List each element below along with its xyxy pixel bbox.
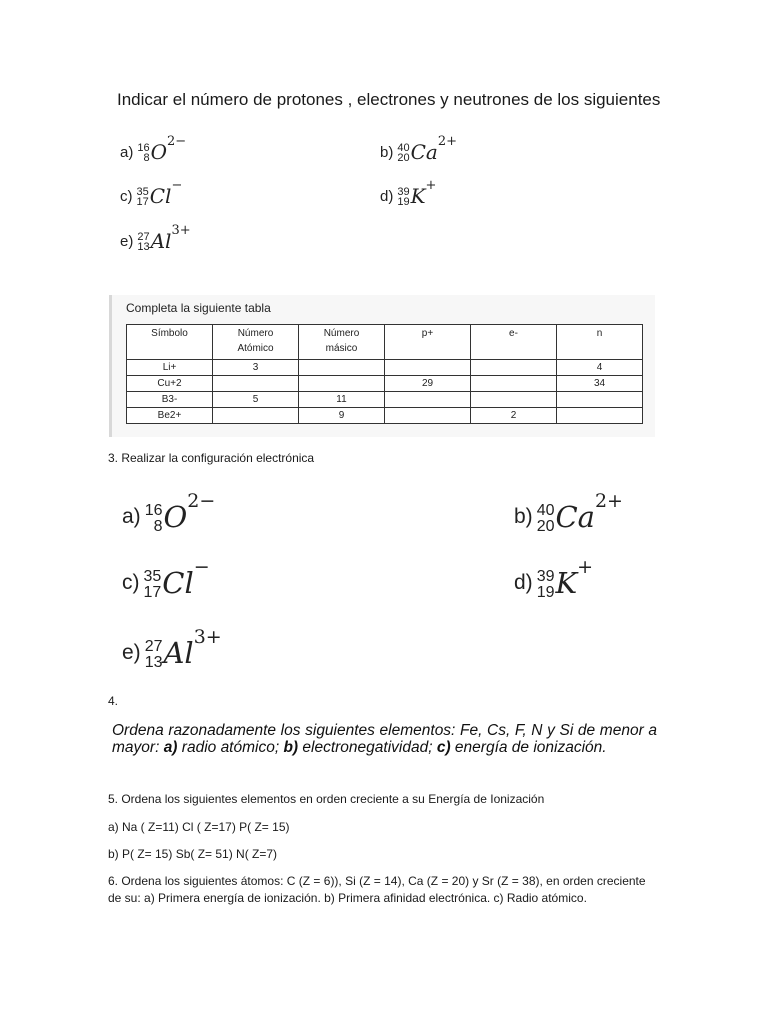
table-cell: 11 [299, 392, 385, 408]
header-cell: e- [471, 325, 557, 360]
question-5-a: a) Na ( Z=11) Cl ( Z=17) P( Z= 15) [108, 820, 290, 834]
ion-charge: 2+ [437, 134, 457, 149]
element-symbol: Cl [149, 184, 172, 208]
table-cell: 9 [299, 408, 385, 424]
mass-number: 27 [144, 638, 163, 656]
ion-charge: + [425, 178, 437, 193]
atomic-number: 17 [143, 583, 162, 601]
header-cell: Número Atómico [213, 325, 299, 360]
table-cell [471, 376, 557, 392]
element-symbol: Ca [410, 140, 438, 164]
table-cell: Li+ [127, 360, 213, 376]
ion-charge: 2− [187, 490, 216, 512]
table-cell [471, 360, 557, 376]
q1-nuclide-b [380, 134, 457, 164]
ion-charge: 2− [167, 134, 187, 149]
table-cell [385, 392, 471, 408]
element-symbol: Cl [162, 566, 194, 600]
question-3-title: 3. Realizar la configuración electrónica [108, 451, 315, 465]
mass-number: 40 [397, 141, 410, 154]
q3-nuclide-a [122, 490, 216, 535]
atomic-number: 8 [153, 517, 163, 535]
table-cell: 4 [557, 360, 643, 376]
table-cell: 3 [213, 360, 299, 376]
table-row [127, 360, 643, 376]
question-4-text: Ordena razonadamente los siguientes elementos: Fe, Cs, F, N y Si de menor a mayor: a) radio atómico; b) electronegatividad; c) energía de ionización. [112, 722, 657, 756]
q3-label-c: c) [122, 571, 140, 594]
header-cell: Símbolo [127, 325, 213, 360]
element-symbol: K [555, 566, 578, 600]
table-cell: 2 [471, 408, 557, 424]
table-cell: Be2+ [127, 408, 213, 424]
ion-charge: + [577, 556, 594, 578]
mass-number: 35 [143, 568, 162, 586]
table-cell: B3- [127, 392, 213, 408]
q3-label-e: e) [122, 641, 141, 664]
ion-charge: 3+ [193, 626, 222, 648]
element-symbol: Al [163, 636, 194, 670]
table-cell [385, 408, 471, 424]
header-cell: n [557, 325, 643, 360]
question-5-b: b) P( Z= 15) Sb( Z= 51) N( Z=7) [108, 847, 278, 861]
table-cell: 34 [557, 376, 643, 392]
ion-charge: − [193, 556, 210, 578]
mass-number: 39 [536, 568, 555, 586]
atomic-number: 13 [144, 653, 163, 671]
mass-number: 35 [136, 185, 149, 198]
ion-charge: 2+ [594, 490, 623, 512]
atomic-number: 20 [536, 517, 555, 535]
q3-nuclide-e [122, 626, 222, 671]
table-cell [471, 392, 557, 408]
element-symbol: Al [150, 229, 172, 253]
table-cell: 29 [385, 376, 471, 392]
table-row [127, 408, 643, 424]
element-symbol: Ca [555, 500, 595, 534]
q1-label-b: b) [380, 143, 394, 161]
q1-nuclide-d [380, 178, 437, 208]
table-cell [213, 376, 299, 392]
q3-label-a: a) [122, 505, 141, 528]
question-1-title: Indicar el número de protones , electrones y neutrones de los siguientes [117, 90, 661, 109]
mass-number: 39 [397, 185, 410, 198]
atomic-number: 19 [397, 196, 410, 208]
q3-label-d: d) [514, 571, 533, 594]
table-cell [557, 408, 643, 424]
table-cell [213, 408, 299, 424]
table-cell: Cu+2 [127, 376, 213, 392]
atomic-number: 17 [136, 196, 149, 208]
mass-number: 16 [137, 141, 150, 154]
atomic-number: 20 [397, 152, 410, 164]
table-header-row [127, 325, 643, 360]
ion-charge: − [171, 178, 183, 193]
q1-nuclide-c [120, 178, 183, 208]
q1-label-a: a) [120, 143, 134, 161]
ion-charge: 3+ [171, 223, 191, 238]
table-caption: Completa la siguiente tabla [126, 301, 271, 315]
mass-number: 40 [536, 502, 555, 520]
question-5-title: 5. Ordena los siguientes elementos en orden creciente a su Energía de Ionización [108, 792, 545, 806]
q3-nuclide-c [122, 556, 210, 601]
table-cell [385, 360, 471, 376]
question-4-number: 4. [108, 694, 119, 708]
table-cell [557, 392, 643, 408]
element-symbol: K [410, 184, 426, 208]
mass-number: 16 [144, 502, 163, 520]
header-cell: p+ [385, 325, 471, 360]
q1-nuclide-a [120, 134, 187, 164]
header-cell: Número másico [299, 325, 385, 360]
q1-label-c: c) [120, 187, 133, 205]
completion-table [126, 324, 643, 424]
element-symbol: O [163, 500, 188, 534]
q3-label-b: b) [514, 505, 533, 528]
table-row [127, 392, 643, 408]
q3-nuclide-b [514, 490, 623, 535]
table-cell [299, 376, 385, 392]
q1-label-e: e) [120, 232, 134, 250]
atomic-number: 8 [143, 152, 150, 164]
q3-nuclide-d [514, 556, 594, 601]
table-cell [299, 360, 385, 376]
question-6-text: 6. Ordena los siguientes átomos: C (Z = 6)), Si (Z = 14), Ca (Z = 20) y Sr (Z = 38), en orden creciente de su: a) Primera energía de ionización. b) Primera afinidad electrónica. c) Radio atómico. [108, 874, 646, 905]
atomic-number: 13 [137, 241, 150, 253]
element-symbol: O [150, 140, 167, 164]
mass-number: 27 [137, 230, 150, 243]
q1-label-d: d) [380, 187, 394, 205]
atomic-number: 19 [536, 583, 555, 601]
table-cell: 5 [213, 392, 299, 408]
q1-nuclide-e [120, 223, 191, 253]
table-row [127, 376, 643, 392]
panel-left-rule [109, 295, 112, 437]
